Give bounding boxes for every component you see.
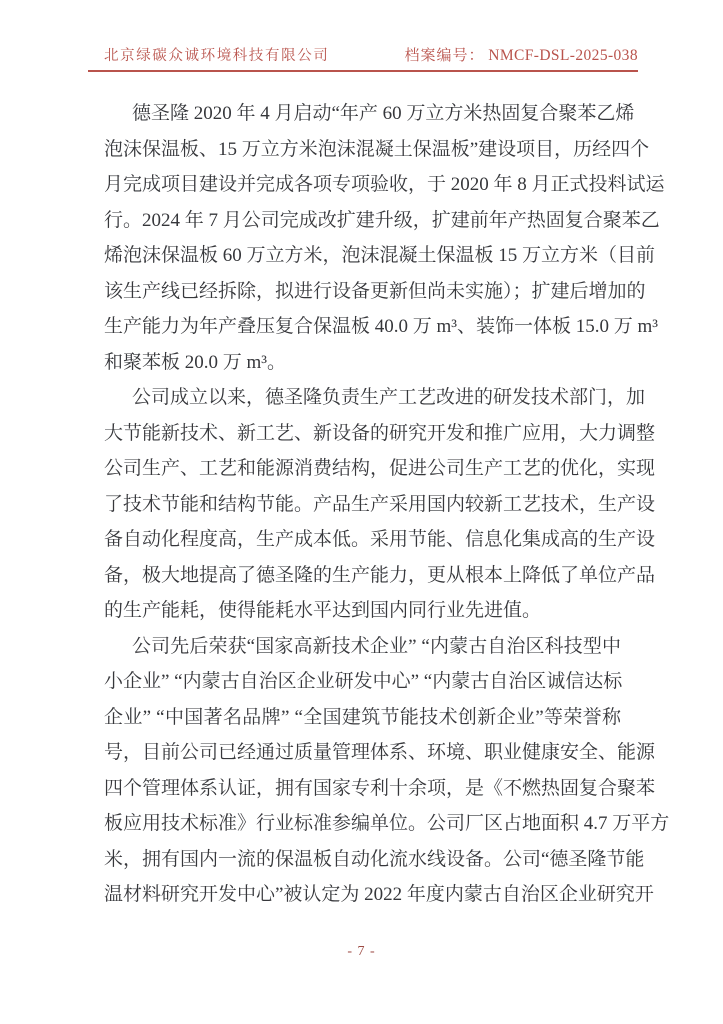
archive-number-label: 档案编号： <box>404 48 485 64</box>
text-line: 了技术节能和结构节能。产品生产采用国内较新工艺技术，生产设 <box>104 493 656 515</box>
text-line: 行。2024 年 7 月公司完成改扩建升级，扩建前年产热固复合聚苯乙 <box>104 209 660 231</box>
archive-number-value: NMCF-DSL-2025-038 <box>488 47 638 64</box>
paragraph <box>104 629 670 913</box>
text-line: 和聚苯板 20.0 万 m³。 <box>104 351 286 373</box>
header-company-name: 北京绿碳众诚环境科技有限公司 <box>104 48 330 64</box>
text-line: 的生产能耗，使得能耗水平达到国内同行业先进值。 <box>104 600 542 621</box>
text-line: 月完成项目建设并完成各项专项验收，于 2020 年 8 月正式投料试运 <box>104 174 665 195</box>
text-line: 企业” “中国著名品牌” “全国建筑节能技术创新企业”等荣誉称 <box>104 706 621 728</box>
text-line: 小企业” “内蒙古自治区企业研发中心” “内蒙古自治区诚信达标 <box>104 671 623 692</box>
paragraph <box>104 96 665 380</box>
document-header <box>88 44 638 72</box>
paragraph <box>104 380 656 629</box>
text-line: 公司生产、工艺和能源消费结构，促进公司生产工艺的优化，实现 <box>104 458 656 479</box>
text-line: 备，极大地提高了德圣隆的生产能力，更从根本上降低了单位产品 <box>104 564 656 586</box>
text-line: 烯泡沫保温板 60 万立方米，泡沫混凝土保温板 15 万立方米（目前 <box>104 245 656 266</box>
text-line: 四个管理体系认证，拥有国家专利十余项，是《不燃热固复合聚苯 <box>104 777 656 799</box>
text-line: 泡沫保温板、15 万立方米泡沫混凝土保温板”建设项目，历经四个 <box>104 138 650 160</box>
text-line: 板应用技术标准》行业标准参编单位。公司厂区占地面积 4.7 万平方 <box>104 813 670 834</box>
text-line: 号，目前公司已经通过质量管理体系、环境、职业健康安全、能源 <box>104 742 656 763</box>
text-line: 备自动化程度高，生产成本低。采用节能、信息化集成高的生产设 <box>104 529 656 550</box>
text-line: 该生产线已经拆除，拟进行设备更新但尚未实施）；扩建后增加的 <box>104 280 646 302</box>
text-line: 公司先后荣获“国家高新技术企业” “内蒙古自治区科技型中 <box>132 635 621 657</box>
document-footer <box>0 942 723 960</box>
text-line: 温材料研究开发中心”被认定为 2022 年度内蒙古自治区企业研究开 <box>104 884 654 905</box>
text-line: 公司成立以来，德圣隆负责生产工艺改进的研发技术部门，加 <box>132 387 646 408</box>
text-line: 生产能力为年产叠压复合保温板 40.0 万 m³、装饰一体板 15.0 万 m³ <box>104 316 658 337</box>
page-number: - 7 - <box>347 944 376 959</box>
document-body <box>104 96 670 913</box>
header-archive <box>404 44 638 65</box>
text-line: 米，拥有国内一流的保温板自动化流水线设备。公司“德圣隆节能 <box>104 848 645 870</box>
text-line: 大节能新技术、新工艺、新设备的研究开发和推广应用，大力调整 <box>104 422 656 444</box>
text-line: 德圣隆 2020 年 4 月启动“年产 60 万立方米热固复合聚苯乙烯 <box>132 103 635 124</box>
